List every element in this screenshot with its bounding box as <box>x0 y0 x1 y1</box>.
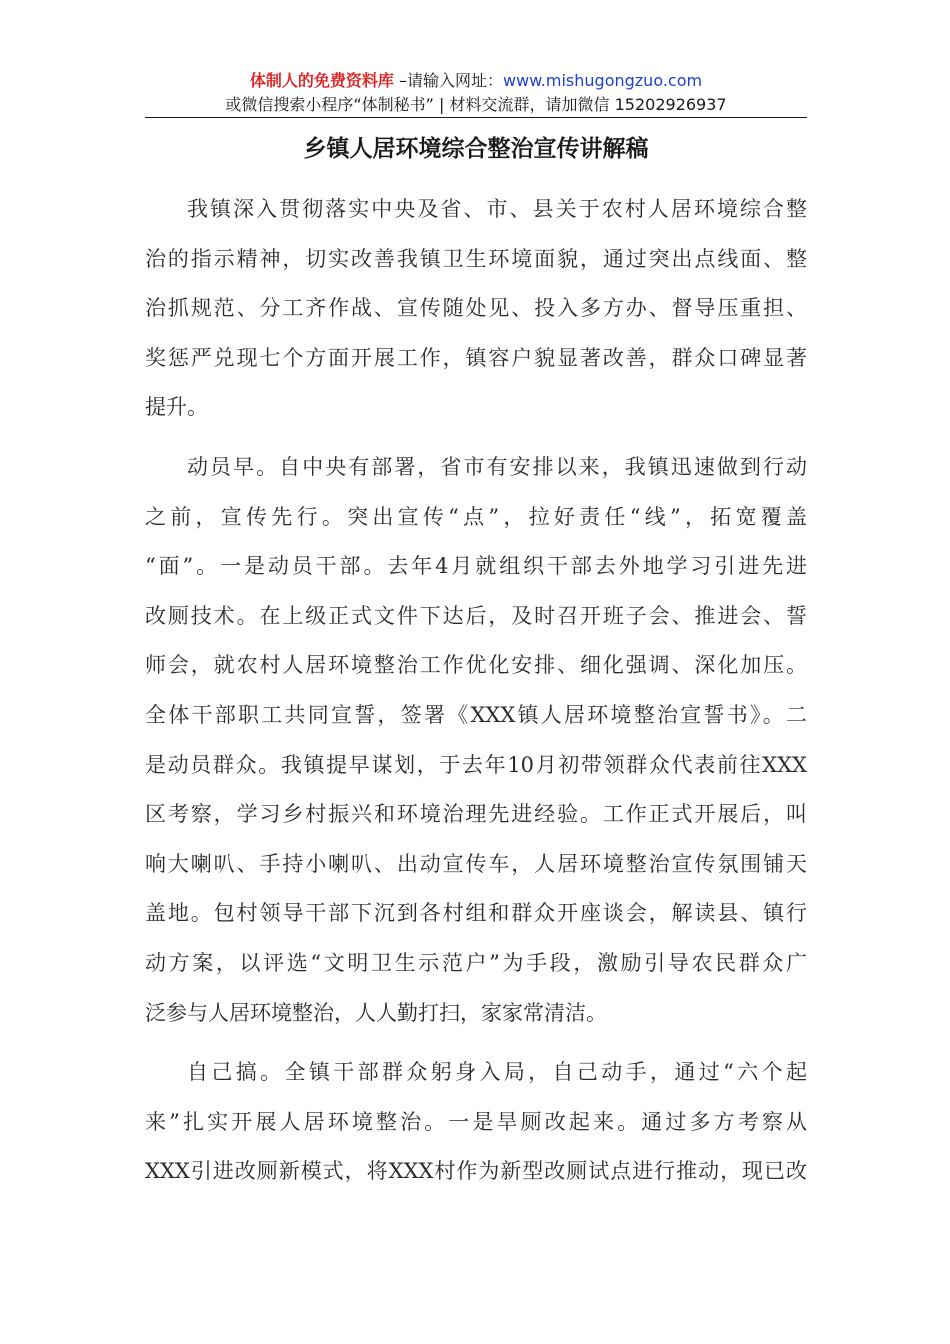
promo-header <box>145 70 807 116</box>
paragraph-line: 提升。 <box>145 395 208 420</box>
paragraph-line: 奖惩严兑现七个方面开展工作，镇容户貌显著改善，群众口碑显著 <box>145 345 807 370</box>
header-divider <box>145 117 807 118</box>
paragraph-line: 我镇深入贯彻落实中央及省、市、县关于农村人居环境综合整 <box>187 197 807 221</box>
url-prompt-text: –请输入网址： <box>393 71 504 90</box>
promo-header-line2: 或微信搜索小程序“体制秘书” | 材料交流群，请加微信 15202926937 <box>225 95 727 114</box>
paragraph-line: 来”扎实开展人居环境整治。一是旱厕改起来。通过多方考察从 <box>145 1109 807 1134</box>
paragraph-line: 动员早。自中央有部署，省市有安排以来，我镇迅速做到行动 <box>187 454 807 479</box>
paragraph-line: 盖地。包村领导干部下沉到各村组和群众开座谈会，解读县、镇行 <box>145 901 807 926</box>
paragraph-line: 泛参与人居环境整治，人人勤打扫，家家常清洁。 <box>145 1000 607 1025</box>
document-body <box>145 189 807 1211</box>
promo-header-line1 <box>145 70 807 92</box>
paragraph <box>145 189 807 437</box>
paragraph-line: 师会，就农村人居环境整治工作优化安排、细化强调、深化加压。 <box>145 653 807 678</box>
paragraph-line: 区考察，学习乡村振兴和环境治理先进经验。工作正式开展后，叫 <box>145 802 807 827</box>
paragraph-line: 之前，宣传先行。突出宣传“点”，拉好责任“线”，拓宽覆盖 <box>145 504 807 529</box>
paragraph-line: 改厕技术。在上级正式文件下达后，及时召开班子会、推进会、誓 <box>145 603 807 628</box>
paragraph-line: 治的指示精神，切实改善我镇卫生环境面貌，通过突出点线面、整 <box>145 246 807 271</box>
paragraph-line: “面”。一是动员干部。去年4月就组织干部去外地学习引进先进 <box>145 554 807 579</box>
paragraph <box>145 447 807 1042</box>
paragraph-line: 治抓规范、分工齐作战、宣传随处见、投入多方办、督导压重担、 <box>145 296 807 321</box>
paragraph-line: 自己搞。全镇干部群众躬身入局，自己动手，通过“六个起 <box>187 1060 807 1085</box>
paragraph-line: 全体干部职工共同宣誓，签署《XXX镇人居环境整治宣誓书》。二 <box>145 702 807 727</box>
paragraph <box>145 1052 807 1201</box>
paragraph-line: 动方案，以评选“文明卫生示范户”为手段，激励引导农民群众广 <box>145 950 807 975</box>
document-title: 乡镇人居环境综合整治宣传讲解稿 <box>303 135 649 162</box>
brand-text: 体制人的免费资料库 <box>249 71 394 90</box>
website-link[interactable]: www.mishugongzuo.com <box>503 71 703 90</box>
paragraph-line: 是动员群众。我镇提早谋划，于去年10月初带领群众代表前往XXX <box>145 752 807 777</box>
paragraph-line: XXX引进改厕新模式，将XXX村作为新型改厕试点进行推动，现已改 <box>145 1159 807 1184</box>
paragraph-line: 响大喇叭、手持小喇叭、出动宣传车，人居环境整治宣传氛围铺天 <box>145 851 807 876</box>
